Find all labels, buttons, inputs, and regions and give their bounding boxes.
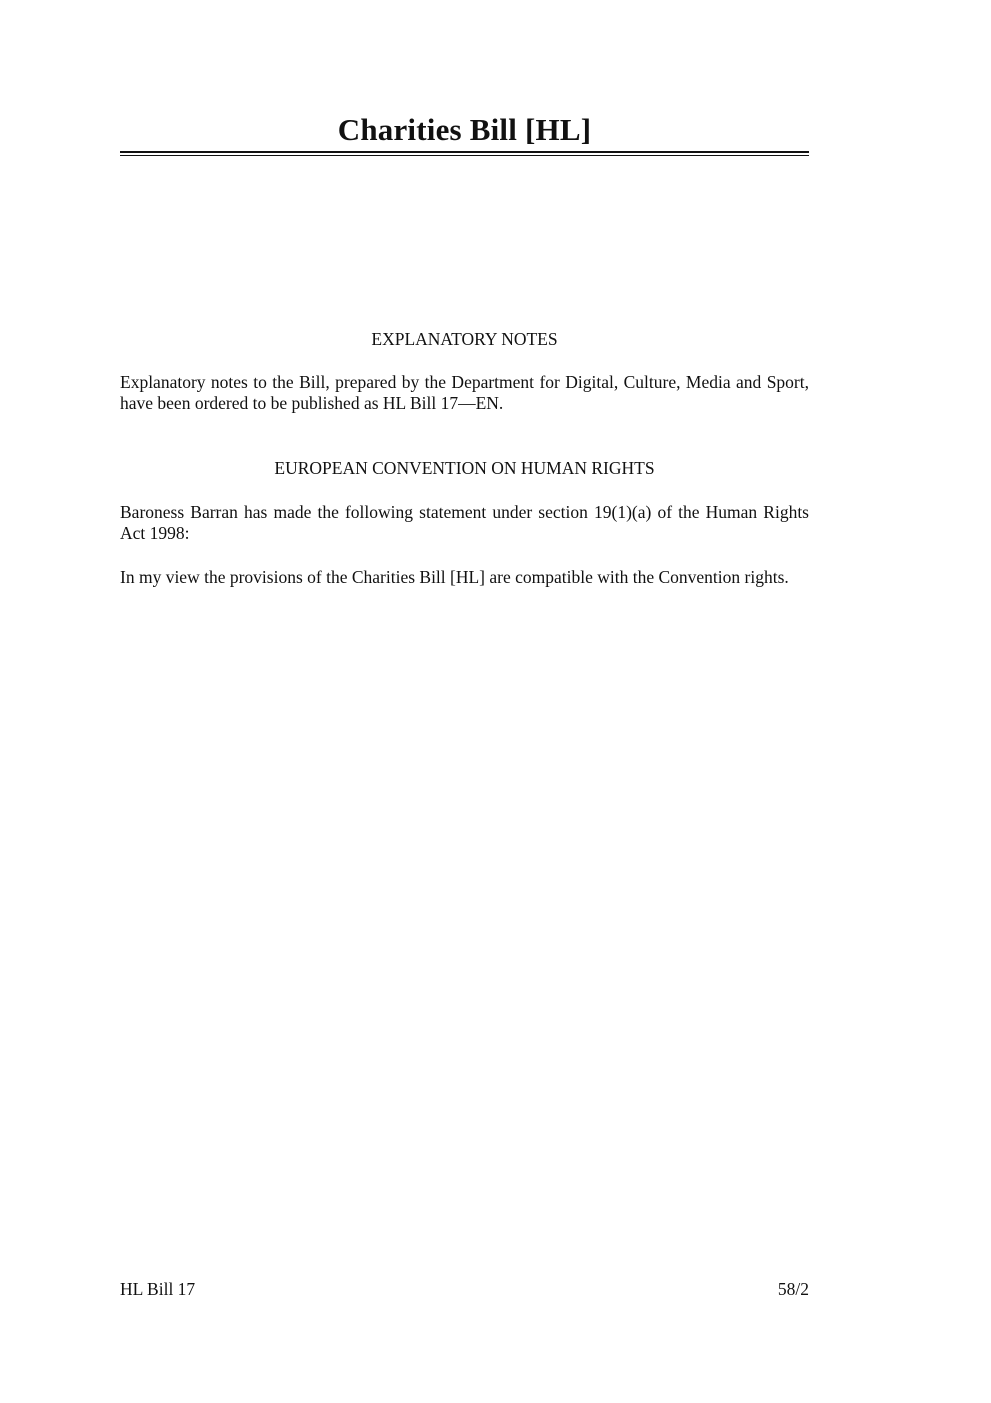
echr-statement: In my view the provisions of the Charities Bill [HL] are compatible with the Convention rights. — [120, 567, 789, 587]
echr-heading: EUROPEAN CONVENTION ON HUMAN RIGHTS — [274, 458, 655, 478]
page-title: Charities Bill [HL] — [337, 112, 592, 147]
explanatory-notes-text: Explanatory notes to the Bill, prepared by the Department for Digital, Culture, Media and Sport, have been ordered to be published as HL Bill 17—EN. — [120, 372, 809, 413]
explanatory-notes-heading: EXPLANATORY NOTES — [371, 329, 558, 349]
title-rule-thick — [120, 151, 809, 153]
title-rule-thin — [120, 155, 809, 156]
footer-print-ref: 58/2 — [777, 1279, 809, 1299]
footer-bill-number: HL Bill 17 — [120, 1279, 196, 1299]
echr-statement-intro: Baroness Barran has made the following statement under section 19(1)(a) of the Human Rights Act 1998: — [120, 502, 809, 543]
